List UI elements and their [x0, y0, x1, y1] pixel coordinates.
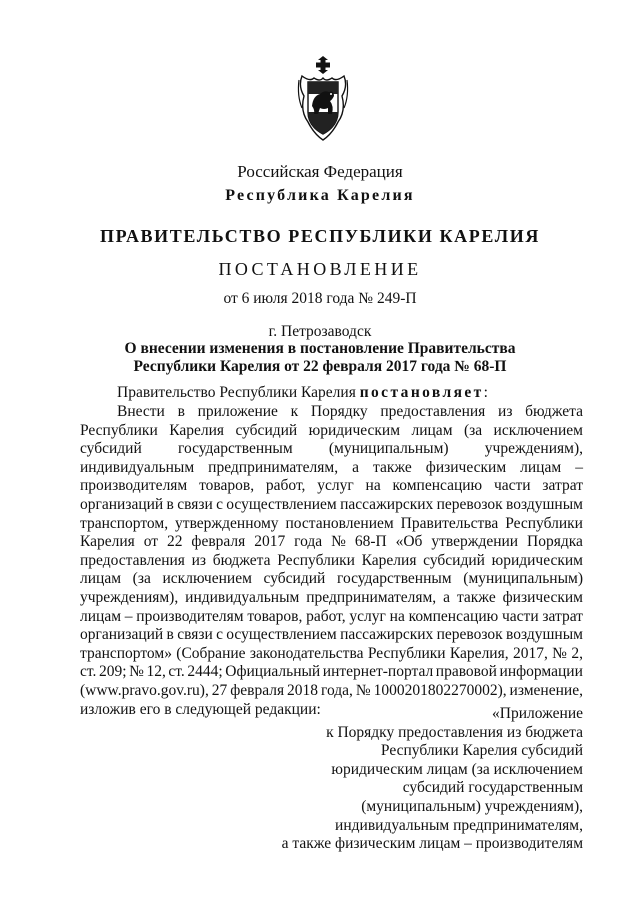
- word: части: [501, 607, 539, 625]
- paragraph-line: [80, 422, 583, 441]
- word: Внести: [117, 403, 165, 420]
- word: услуг: [349, 607, 386, 625]
- word: законодательства: [249, 644, 364, 662]
- word: 2,: [571, 644, 583, 662]
- subject-line: Республики Карелия от 22 февраля 2017 года № 68-П: [133, 358, 507, 375]
- appendix-line: а также физическим лицам – производителям: [281, 835, 583, 853]
- word: транспортом»: [80, 644, 172, 662]
- word: бюджета: [525, 403, 583, 420]
- word: ст.: [168, 663, 185, 681]
- word: в: [177, 403, 185, 420]
- word: воздушным: [506, 626, 583, 644]
- word: работ,: [306, 607, 346, 625]
- preamble-text: Правительство Республики Карелия: [117, 384, 360, 401]
- preamble: [80, 384, 583, 403]
- word: перевозок: [436, 495, 503, 513]
- appendix-line: «Приложение: [492, 705, 583, 722]
- word: Карелия: [80, 533, 135, 551]
- word: 27: [211, 681, 228, 699]
- appendix-line: субсидий государственным: [402, 779, 583, 797]
- word: №: [355, 681, 371, 699]
- word: государственным: [177, 440, 293, 458]
- word: исключением: [493, 421, 583, 439]
- word: транспортом,: [80, 514, 169, 532]
- paragraph-line: [80, 589, 583, 608]
- word: компенсацию: [392, 477, 483, 495]
- word: правовой: [435, 663, 497, 681]
- word: Порядка: [527, 533, 583, 551]
- preamble-colon: :: [483, 384, 488, 401]
- word: редакции:: [254, 700, 321, 718]
- word: «Об: [395, 533, 423, 551]
- paragraph-line: [80, 663, 583, 682]
- paragraph-line: [80, 552, 583, 571]
- coat-of-arms-icon: [296, 56, 350, 142]
- word: Карелия: [169, 421, 225, 439]
- word: информации: [499, 663, 583, 681]
- paragraph-line: [80, 682, 583, 701]
- word: 1000201802270002),: [373, 681, 507, 699]
- paragraph-line: [80, 477, 583, 496]
- paragraph-line: [80, 403, 583, 422]
- word: ст.: [80, 663, 97, 681]
- word: бюджета: [212, 551, 271, 569]
- word: лицам: [80, 607, 122, 625]
- word: изменение,: [509, 681, 583, 699]
- word: изложив: [80, 700, 140, 718]
- word: 2017,: [512, 644, 548, 662]
- word: части: [493, 477, 531, 495]
- word: Правительства: [400, 514, 499, 532]
- paragraph-line: [80, 608, 583, 627]
- paragraph-line: [80, 570, 583, 589]
- paragraph-line: [80, 440, 583, 459]
- word: –: [124, 607, 133, 625]
- paragraph-line: [80, 645, 583, 664]
- word: субсидий: [235, 421, 298, 439]
- word: года: [294, 533, 323, 551]
- paragraph-line: [80, 496, 583, 515]
- word: с: [216, 495, 223, 513]
- word: предоставления: [80, 551, 185, 569]
- word: –: [575, 458, 583, 476]
- word: а: [352, 458, 359, 476]
- word: №: [129, 663, 144, 681]
- word: утверждении: [431, 533, 519, 551]
- word: от: [143, 533, 159, 551]
- word: из: [191, 551, 207, 569]
- word: в: [164, 700, 176, 718]
- word: услуг: [317, 477, 354, 495]
- city-label: г. Петрозаводск: [268, 323, 372, 340]
- appendix-line: к Порядку предоставления из бюджета: [326, 723, 583, 741]
- word: Карелия: [361, 551, 417, 569]
- subject-line: О внесении изменения в постановление Правительства: [124, 340, 516, 357]
- word: субсидий: [423, 551, 485, 569]
- republic-label: Республика Карелия: [225, 187, 415, 204]
- government-title: ПРАВИТЕЛЬСТВО РЕСПУБЛИКИ КАРЕЛИЯ: [100, 226, 540, 246]
- word: товаров,: [199, 477, 255, 495]
- word: в: [166, 495, 174, 513]
- word: Порядку: [310, 403, 368, 420]
- word: индивидуальным: [80, 458, 195, 476]
- word: его: [139, 700, 165, 718]
- document-subject: [0, 340, 640, 376]
- word: следующей: [175, 700, 255, 718]
- word: (за: [132, 570, 151, 588]
- word: пассажирских: [340, 495, 434, 513]
- word: связи: [177, 626, 213, 644]
- word: (муниципальным): [328, 440, 449, 458]
- paragraph-line: [80, 459, 583, 478]
- word: лицам: [411, 421, 453, 439]
- word: (за: [463, 421, 483, 439]
- word: на: [365, 477, 381, 495]
- word: Республики: [80, 421, 158, 439]
- appendix-line: индивидуальным предпринимателям,: [335, 816, 583, 834]
- preamble-verb: постановляет: [359, 384, 484, 401]
- word: предпринимателям,: [306, 588, 437, 606]
- appendix-line: юридическим лицам (за исключением: [331, 760, 583, 778]
- word: субсидий: [263, 570, 326, 588]
- word: лицам: [80, 570, 122, 588]
- word: с: [216, 626, 223, 644]
- word: (муниципальным): [463, 570, 583, 588]
- word: предпринимателям,: [208, 458, 339, 476]
- word: затрат: [542, 477, 583, 495]
- word: производителям: [80, 477, 188, 495]
- word: 2444;: [187, 663, 223, 681]
- word: субсидий: [80, 440, 142, 458]
- word: юридическим: [308, 421, 401, 439]
- word: февраля: [191, 533, 246, 551]
- federation-label: Российская Федерация: [237, 162, 403, 181]
- word: учреждениям),: [80, 588, 179, 606]
- word: осуществлением: [226, 626, 337, 644]
- word: физическим: [425, 458, 507, 476]
- word: приложение: [197, 403, 278, 420]
- appendix-header: [282, 705, 583, 854]
- word: (www.pravo.gov.ru),: [80, 681, 209, 699]
- word: из: [498, 403, 513, 420]
- word: Карелия,: [449, 644, 509, 662]
- word: также: [456, 588, 496, 606]
- word: работ,: [265, 477, 306, 495]
- word: предоставления: [380, 403, 486, 420]
- word: государственным: [336, 570, 452, 588]
- word: связи: [177, 495, 213, 513]
- word: организаций: [80, 495, 164, 513]
- word: утвержденному: [175, 514, 279, 532]
- word: индивидуальным: [185, 588, 300, 606]
- word: Официальный: [225, 663, 321, 681]
- word: февраля: [230, 681, 285, 699]
- word: постановлением: [285, 514, 394, 532]
- word: года,: [320, 681, 353, 699]
- word: исключением: [162, 570, 252, 588]
- word: 2018: [287, 681, 319, 699]
- word: перевозок: [436, 626, 503, 644]
- word: в: [166, 626, 174, 644]
- word: лицам: [520, 458, 562, 476]
- word: пассажирских: [340, 626, 434, 644]
- word: юридическим: [491, 551, 583, 569]
- appendix-line: Республики Карелия субсидий: [380, 742, 583, 760]
- word: 209;: [98, 663, 127, 681]
- word: 2017: [254, 533, 286, 551]
- word: производителям: [136, 607, 244, 625]
- word: 22: [166, 533, 183, 551]
- date-number: от 6 июля 2018 года № 249-П: [223, 290, 417, 307]
- word: а: [443, 588, 450, 606]
- word: №: [552, 644, 567, 662]
- paragraph-line: [80, 626, 583, 645]
- main-paragraph: [80, 403, 583, 719]
- word: №: [331, 533, 346, 551]
- word: 68-П: [354, 533, 387, 551]
- appendix-line: (муниципальным) учреждениям),: [361, 797, 583, 815]
- word: также: [373, 458, 412, 476]
- document-type: ПОСТАНОВЛЕНИЕ: [218, 259, 422, 279]
- word: (Собрание: [176, 644, 246, 662]
- word: Республики: [505, 514, 583, 532]
- paragraph-line: [80, 515, 583, 534]
- word: осуществлением: [226, 495, 337, 513]
- word: 12,: [146, 663, 166, 681]
- word: организаций: [80, 626, 164, 644]
- word: на: [389, 607, 405, 625]
- word: компенсацию: [408, 607, 499, 625]
- word: физическим: [502, 588, 583, 606]
- word: к: [290, 403, 299, 420]
- word: Республики: [277, 551, 355, 569]
- word: Республики: [367, 644, 446, 662]
- paragraph-line: [80, 533, 583, 552]
- word: воздушным: [506, 495, 583, 513]
- word: интернет-портал: [322, 663, 434, 681]
- word: товаров,: [247, 607, 303, 625]
- word: учреждениям),: [484, 440, 583, 458]
- word: затрат: [542, 607, 583, 625]
